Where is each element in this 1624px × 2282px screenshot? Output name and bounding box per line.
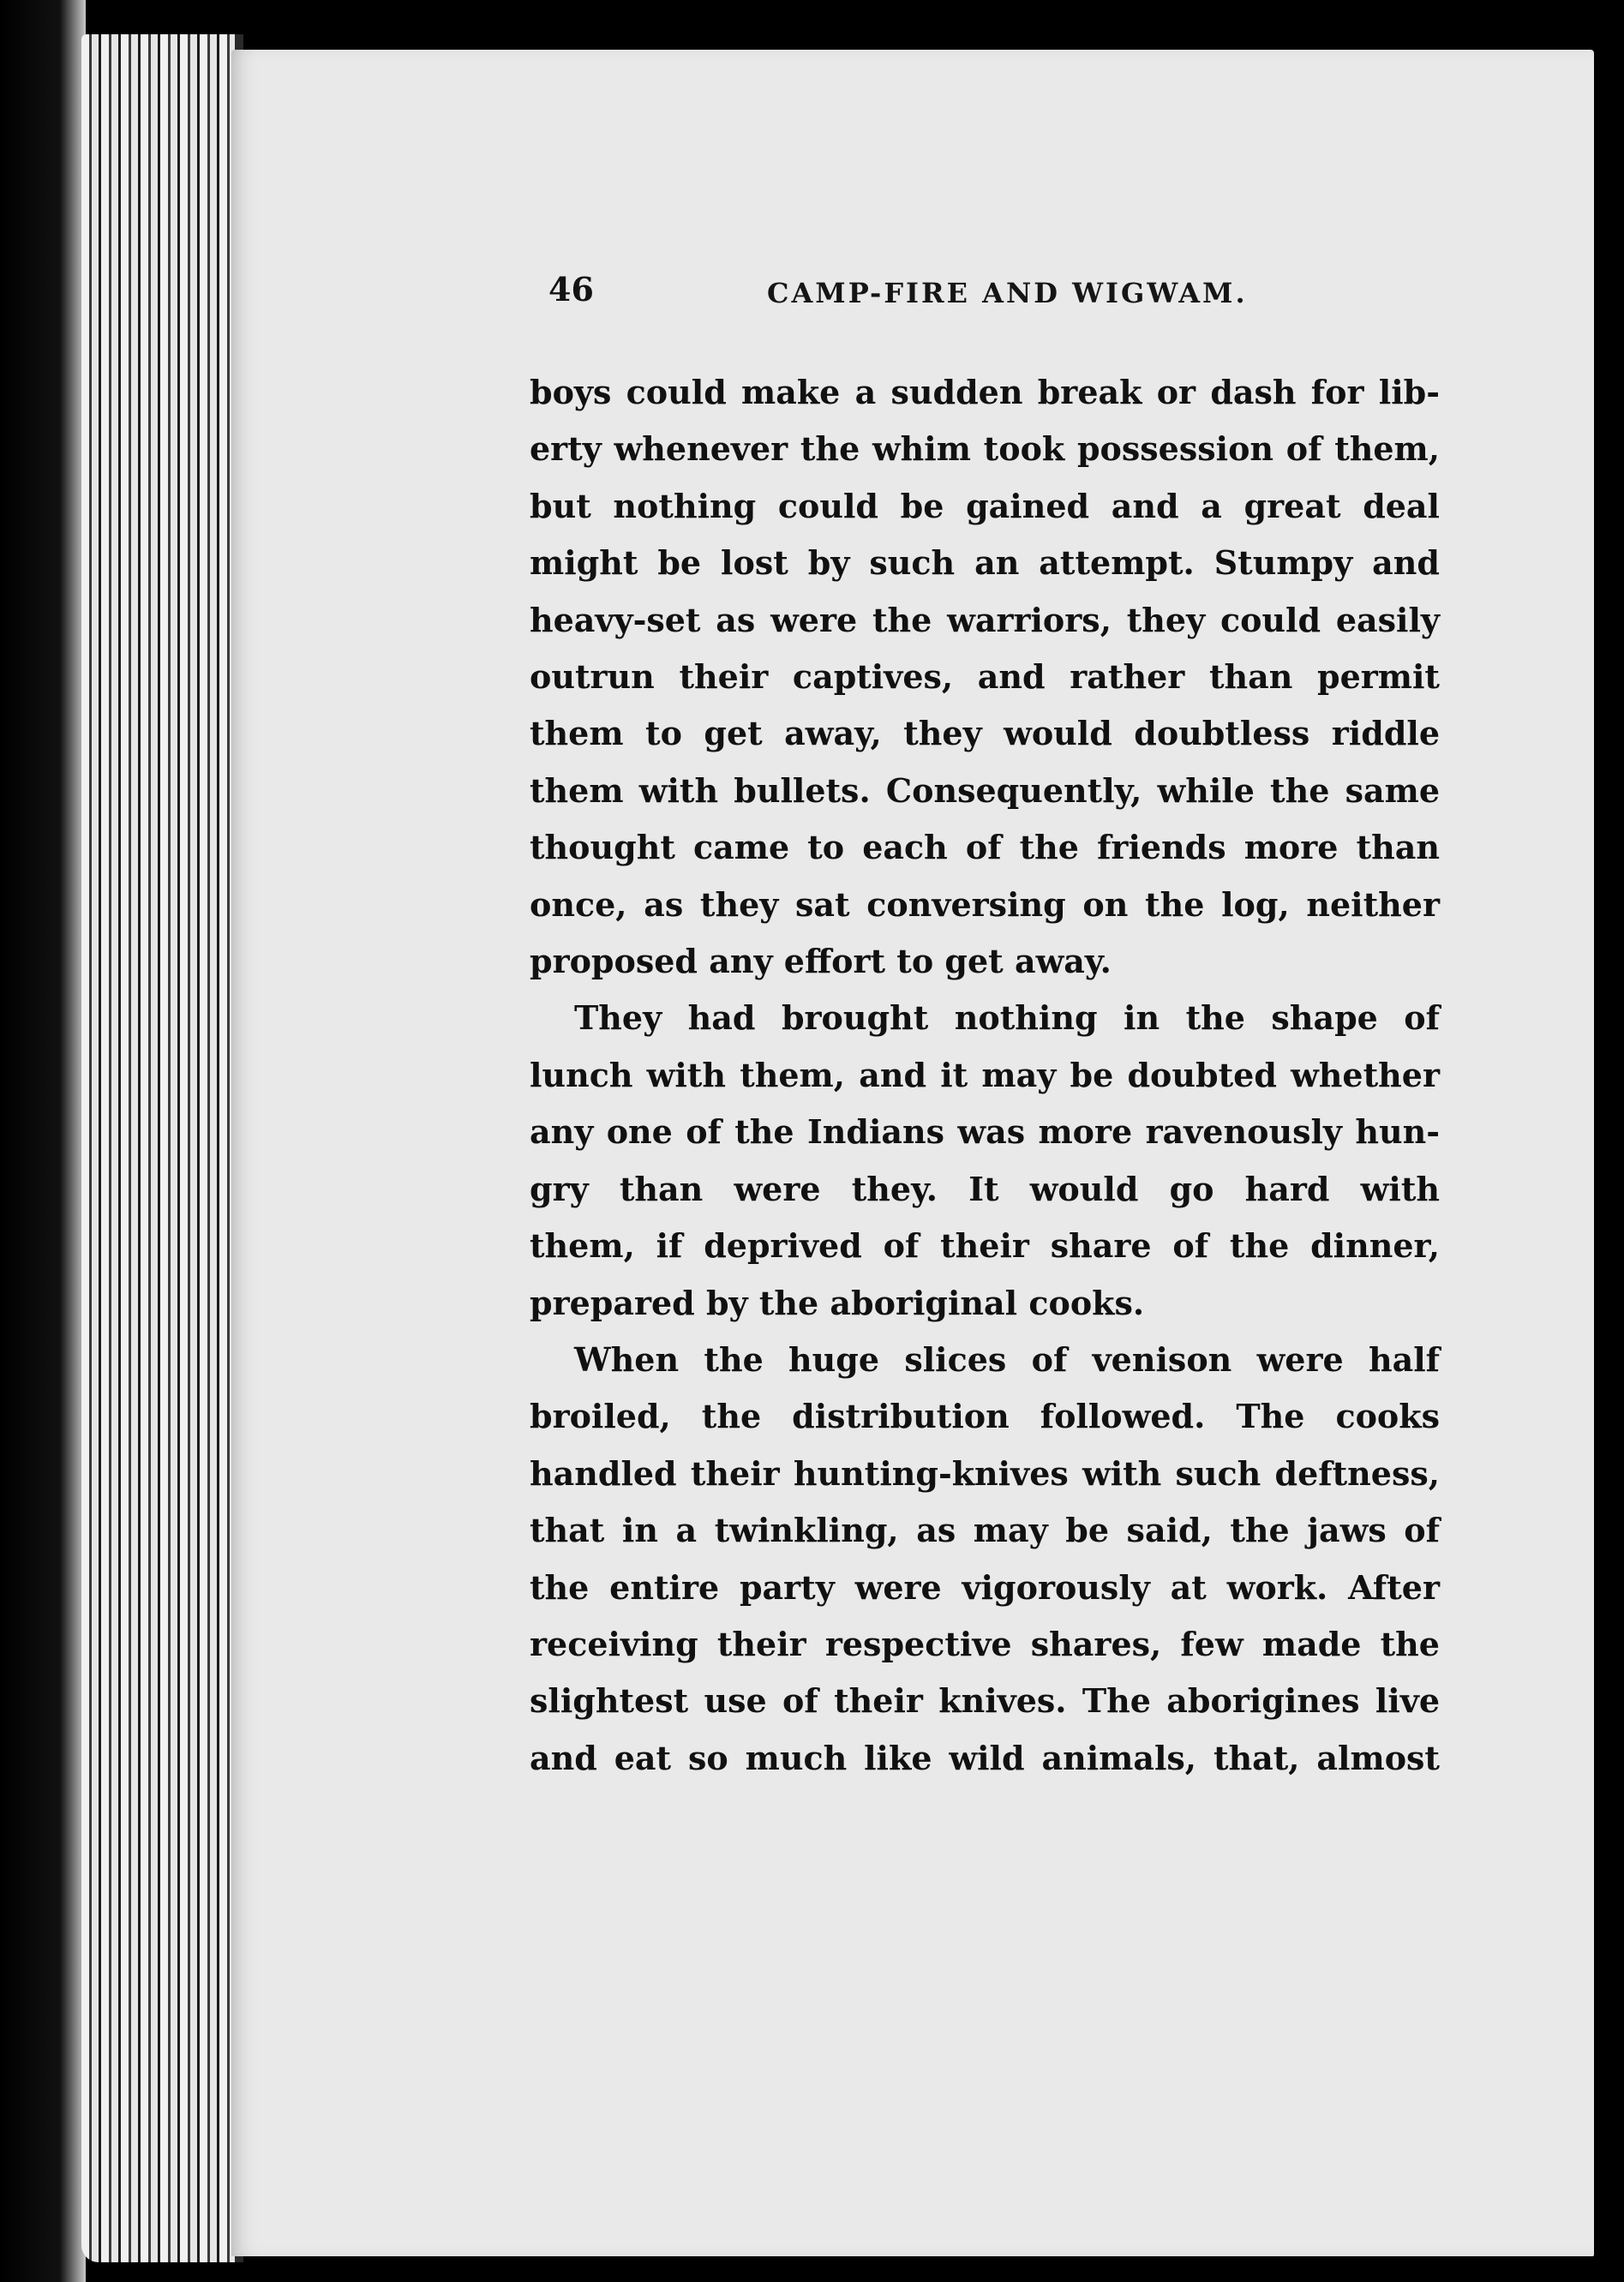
- text-line: heavy-set as were the warriors, they could easily: [530, 600, 1440, 639]
- scan-border: [0, 0, 86, 2282]
- text-line: When the huge slices of venison were half: [574, 1339, 1440, 1379]
- text-line: any one of the Indians was more ravenously hun-: [530, 1112, 1440, 1152]
- body-text: [530, 364, 1440, 1787]
- running-head-title: CAMP-FIRE AND WIGWAM.: [767, 277, 1248, 309]
- text-line: them, if deprived of their share of the dinner,: [530, 1226, 1440, 1266]
- paragraph-1: [530, 364, 1440, 990]
- text-line: and eat so much like wild animals, that, almost: [530, 1738, 1440, 1777]
- page-number: 46: [548, 270, 594, 308]
- text-line: proposed any effort to get away.: [530, 942, 1112, 981]
- text-line: receiving their respective shares, few made the: [530, 1624, 1440, 1663]
- text-line: them with bullets. Consequently, while the same: [530, 770, 1440, 810]
- text-line: They had brought nothing in the shape of: [574, 998, 1440, 1038]
- text-line: gry than were they. It would go hard with: [530, 1169, 1440, 1208]
- text-line: but nothing could be gained and a great deal: [530, 486, 1440, 525]
- text-line: them to get away, they would doubtless riddle: [530, 714, 1440, 753]
- book-page-edges: [81, 34, 240, 2262]
- text-line: boys could make a sudden break or dash for lib-: [530, 373, 1440, 411]
- paragraph-2: [530, 990, 1440, 1331]
- text-line: outrun their captives, and rather than permit: [530, 657, 1440, 697]
- text-line: might be lost by such an attempt. Stumpy and: [530, 543, 1440, 583]
- paragraph-3: [530, 1332, 1440, 1787]
- text-line: lunch with them, and it may be doubted whether: [530, 1055, 1440, 1094]
- text-line: once, as they sat conversing on the log, neither: [530, 884, 1440, 924]
- text-line: erty whenever the whim took possession of them,: [530, 429, 1440, 469]
- text-line: handled their hunting-knives with such deftness,: [530, 1453, 1440, 1493]
- text-line: prepared by the aboriginal cooks.: [530, 1283, 1145, 1322]
- text-line: that in a twinkling, as may be said, the jaws of: [530, 1511, 1440, 1550]
- text-line: the entire party were vigorously at work. After: [530, 1567, 1440, 1607]
- text-line: thought came to each of the friends more than: [530, 828, 1440, 867]
- text-line: broiled, the distribution followed. The cooks: [530, 1397, 1440, 1436]
- running-head: [548, 270, 1448, 321]
- text-line: slightest use of their knives. The aborigines live: [530, 1681, 1440, 1721]
